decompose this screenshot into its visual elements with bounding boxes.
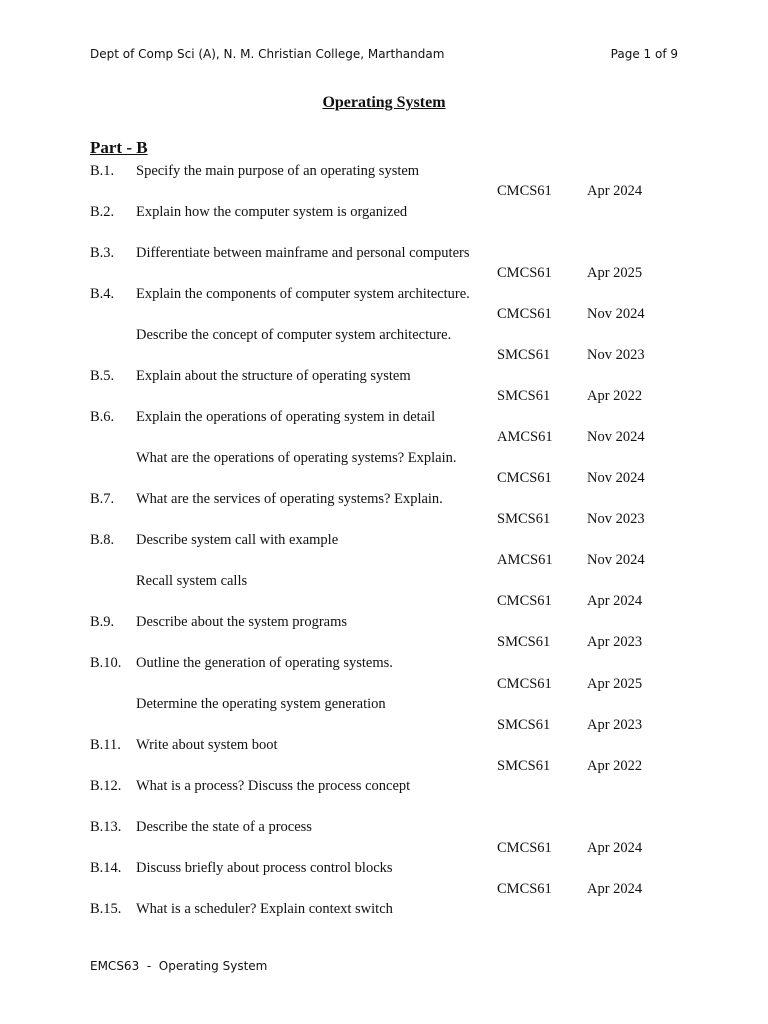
exam-code: SMCS61	[497, 717, 551, 733]
exam-date: Apr 2025	[587, 676, 643, 692]
exam-reference	[0, 304, 768, 324]
question-text: Explain the operations of operating system in detail	[136, 409, 436, 425]
question-text: Differentiate between mainframe and personal computers	[136, 245, 470, 261]
question-number: B.9.	[90, 614, 115, 630]
exam-reference	[0, 674, 768, 694]
exam-reference	[0, 181, 768, 201]
page-footer: EMCS63 - Operating System	[90, 959, 268, 973]
question-text: Describe the state of a process	[136, 819, 312, 835]
question-text: Explain how the computer system is organized	[136, 204, 408, 220]
question-line	[0, 776, 768, 796]
question-number: B.5.	[90, 368, 115, 384]
question-number: B.3.	[90, 245, 115, 261]
question-line	[0, 202, 768, 222]
exam-reference	[0, 468, 768, 488]
question-line	[0, 407, 768, 427]
question-text: What are the services of operating systems? Explain.	[136, 491, 443, 507]
question-line	[0, 571, 768, 591]
exam-reference	[0, 715, 768, 735]
exam-reference	[0, 345, 768, 365]
question-text: Describe system call with example	[136, 532, 339, 548]
question-line	[0, 489, 768, 509]
question-number: B.11.	[90, 737, 121, 753]
question-line	[0, 858, 768, 878]
question-text: What are the operations of operating systems? Explain.	[136, 450, 457, 466]
exam-code: SMCS61	[497, 634, 551, 650]
question-number: B.14.	[90, 860, 122, 876]
exam-reference	[0, 427, 768, 447]
question-number: B.12.	[90, 778, 122, 794]
exam-reference	[0, 756, 768, 776]
exam-code: SMCS61	[497, 758, 551, 774]
question-text: Describe about the system programs	[136, 614, 348, 630]
exam-date: Apr 2023	[587, 634, 643, 650]
exam-code: CMCS61	[497, 881, 552, 897]
question-line	[0, 899, 768, 919]
exam-date: Apr 2024	[587, 593, 643, 609]
exam-date: Apr 2024	[587, 840, 643, 856]
question-line	[0, 325, 768, 345]
question-line	[0, 448, 768, 468]
exam-code: AMCS61	[497, 552, 553, 568]
question-line	[0, 161, 768, 181]
question-number: B.15.	[90, 901, 122, 917]
question-text: Discuss briefly about process control blocks	[136, 860, 393, 876]
question-line	[0, 735, 768, 755]
question-number: B.13.	[90, 819, 122, 835]
exam-date: Nov 2024	[587, 306, 645, 322]
header-department: Dept of Comp Sci (A), N. M. Christian College, Marthandam	[90, 47, 445, 61]
question-text: Outline the generation of operating systems.	[136, 655, 393, 671]
question-text: Describe the concept of computer system architecture.	[136, 327, 452, 343]
document-title: Operating System	[322, 94, 446, 111]
question-text: Explain the components of computer system architecture.	[136, 286, 470, 302]
question-number: B.7.	[90, 491, 115, 507]
question-text: Determine the operating system generation	[136, 696, 386, 712]
exam-code: CMCS61	[497, 183, 552, 199]
section-heading: Part - B	[90, 138, 148, 157]
question-line	[0, 612, 768, 632]
exam-date: Nov 2023	[587, 347, 645, 363]
exam-date: Apr 2025	[587, 265, 643, 281]
exam-date: Nov 2023	[587, 511, 645, 527]
exam-reference	[0, 386, 768, 406]
question-text: What is a scheduler? Explain context switch	[136, 901, 393, 917]
question-number: B.2.	[90, 204, 115, 220]
question-text: Write about system boot	[136, 737, 278, 753]
exam-code: AMCS61	[497, 429, 553, 445]
exam-code: SMCS61	[497, 347, 551, 363]
exam-code: CMCS61	[497, 265, 552, 281]
exam-reference	[0, 591, 768, 611]
question-line	[0, 284, 768, 304]
exam-code: CMCS61	[497, 306, 552, 322]
exam-code: CMCS61	[497, 840, 552, 856]
question-text: Specify the main purpose of an operating system	[136, 163, 420, 179]
question-number: B.10.	[90, 655, 122, 671]
exam-reference	[0, 263, 768, 283]
question-text: Recall system calls	[136, 573, 248, 589]
exam-date: Apr 2022	[587, 388, 643, 404]
question-number: B.8.	[90, 532, 115, 548]
exam-reference	[0, 632, 768, 652]
question-line	[0, 366, 768, 386]
question-number: B.1.	[90, 163, 115, 179]
exam-reference	[0, 550, 768, 570]
question-number: B.6.	[90, 409, 115, 425]
question-line	[0, 653, 768, 673]
exam-code: SMCS61	[497, 511, 551, 527]
question-text: Explain about the structure of operating system	[136, 368, 411, 384]
exam-date: Apr 2024	[587, 881, 643, 897]
exam-code: CMCS61	[497, 593, 552, 609]
exam-date: Apr 2023	[587, 717, 643, 733]
exam-code: CMCS61	[497, 470, 552, 486]
exam-code: SMCS61	[497, 388, 551, 404]
exam-reference	[0, 838, 768, 858]
question-line	[0, 817, 768, 837]
question-text: What is a process? Discuss the process concept	[136, 778, 411, 794]
question-line	[0, 694, 768, 714]
exam-reference	[0, 509, 768, 529]
question-line	[0, 530, 768, 550]
exam-reference	[0, 879, 768, 899]
exam-date: Nov 2024	[587, 552, 645, 568]
exam-date: Nov 2024	[587, 429, 645, 445]
exam-date: Nov 2024	[587, 470, 645, 486]
exam-date: Apr 2024	[587, 183, 643, 199]
question-number: B.4.	[90, 286, 115, 302]
exam-date: Apr 2022	[587, 758, 643, 774]
exam-code: CMCS61	[497, 676, 552, 692]
header-page-number: Page 1 of 9	[610, 47, 678, 61]
question-line	[0, 243, 768, 263]
